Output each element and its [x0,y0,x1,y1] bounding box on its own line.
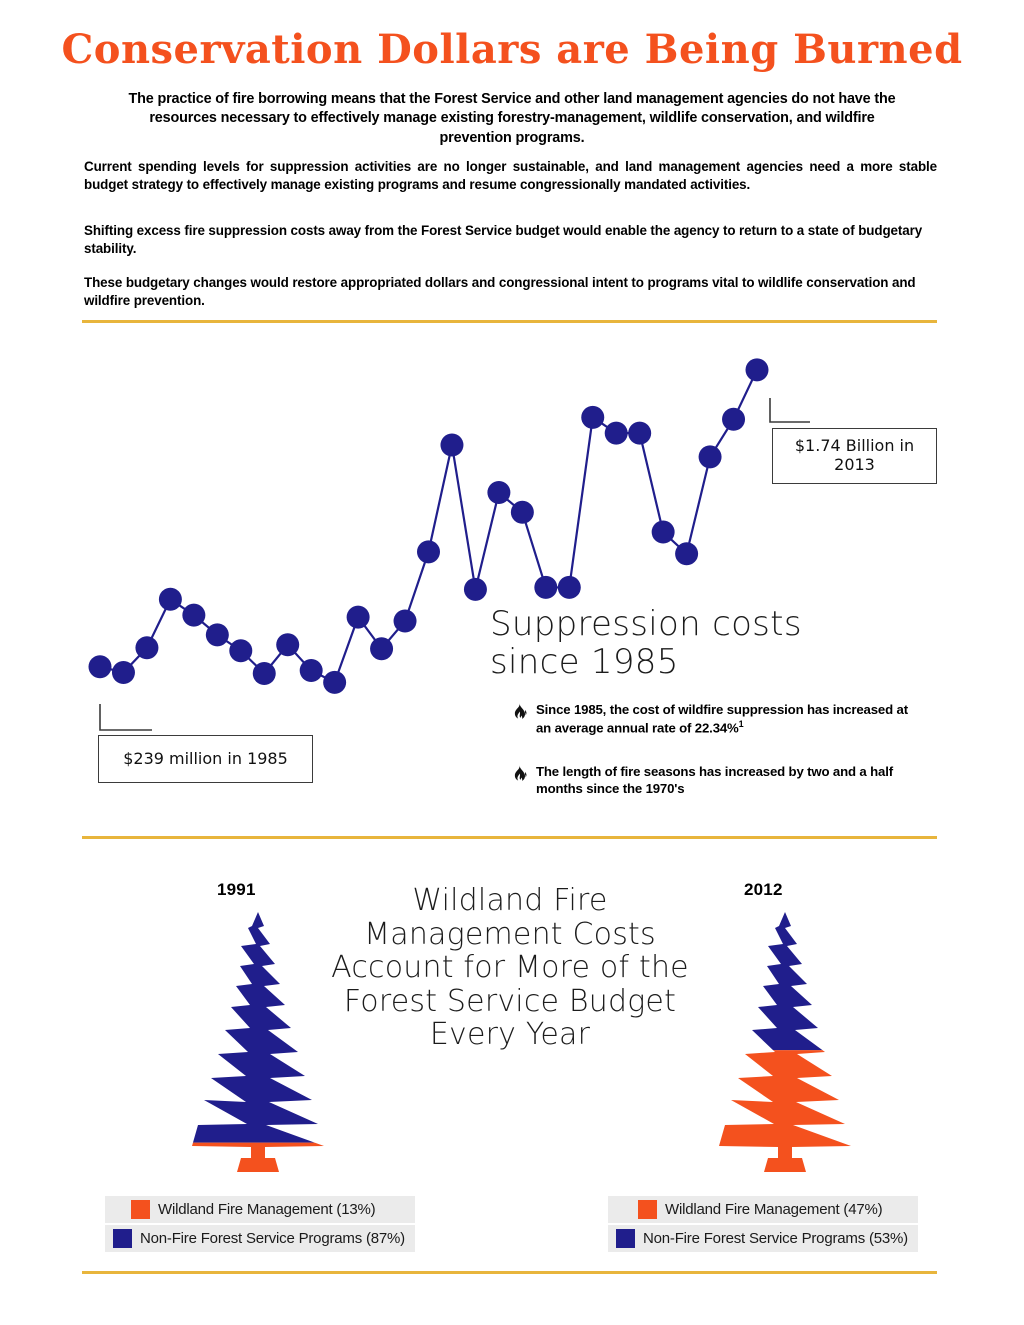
data-point [605,422,628,445]
fact-text-2 [536,764,912,798]
fact-footnote-1: 1 [738,718,744,729]
legend-row [105,1196,415,1223]
data-point [464,578,487,601]
data-point [253,662,276,685]
legend-swatch-orange [131,1200,150,1219]
data-point [276,633,299,656]
tree-graphic-1991 [148,906,368,1178]
tree-nonfire-portion [148,906,368,1143]
legend-row [608,1225,918,1252]
suppression-heading-line-2: since 1985 [490,642,679,683]
data-point [394,610,417,633]
fact-label-2: The length of fire seasons has increased by two and a half months since the 1970's [536,764,893,796]
tree-graphic-2012 [675,906,895,1178]
data-point [652,521,675,544]
suppression-heading [490,605,802,682]
legend-label: Non-Fire Forest Service Programs (53%) [643,1230,908,1247]
data-point [440,434,463,457]
lede-paragraph: The practice of fire borrowing means that the Forest Service and other land management agencies do not have the resources necessary to effectively manage existing forestry-management, wildlife conservation, and wildfire prevention programs. [128,91,896,146]
legend-1991 [105,1196,415,1254]
divider-middle [82,836,937,839]
data-point [558,576,581,599]
divider-bottom [82,1271,937,1274]
data-point [206,623,229,646]
legend-swatch-orange [638,1200,657,1219]
flame-icon [512,765,528,784]
legend-row [608,1196,918,1223]
legend-2012 [608,1196,918,1254]
data-point [511,501,534,524]
data-point [89,655,112,678]
callout-2013-label: $1.74 Billion in 2013 [794,436,915,474]
legend-swatch-blue [113,1229,132,1248]
callout-1985: $239 million in 1985 [98,735,313,783]
fact-item-2 [512,764,912,798]
tree-fire-portion [148,1143,368,1178]
legend-label: Non-Fire Forest Service Programs (87%) [140,1230,405,1247]
data-point [159,588,182,611]
tree-svg [148,906,368,1178]
data-point [675,542,698,565]
year-label-2012: 2012 [744,880,783,899]
data-point [746,358,769,381]
data-point [581,406,604,429]
fact-text-1 [536,702,912,737]
data-point [699,445,722,468]
data-point [487,481,510,504]
data-point [370,637,393,660]
legend-swatch-blue [616,1229,635,1248]
fact-item-1 [512,702,912,737]
data-point [534,576,557,599]
legend-row [105,1225,415,1252]
body-paragraph-2: Shifting excess fire suppression costs away from the Forest Service budget would enable the agency to return to a state of budgetary stability. [84,223,923,256]
suppression-heading-line-1: Suppression costs [490,604,802,644]
data-point [628,422,651,445]
body-paragraph-1: Current spending levels for suppression activities are no longer sustainable, and land management agencies need a more stable budget strategy to effectively manage existing programs and resume congressionally mandated activities. [84,159,937,192]
trees-heading: Wildland Fire Management Costs Account for More of the Forest Service Budget Every Year [331,883,689,1053]
data-point [112,661,135,684]
body-paragraph-3: These budgetary changes would restore appropriated dollars and congressional intent to programs vital to wildlife conservation and wildfire prevention. [84,275,916,308]
year-label-1991: 1991 [217,880,256,899]
data-point [182,604,205,627]
legend-label: Wildland Fire Management (13%) [158,1201,376,1218]
tree-fire-portion [675,1050,895,1178]
data-point [300,659,323,682]
tree-svg [675,906,895,1178]
data-point [135,636,158,659]
data-point [722,408,745,431]
data-point [347,606,370,629]
data-point [229,639,252,662]
tree-nonfire-portion [675,906,895,1050]
data-point [323,671,346,694]
legend-label: Wildland Fire Management (47%) [665,1201,883,1218]
flame-icon [512,703,528,722]
fact-label-1: Since 1985, the cost of wildfire suppression has increased at an average annual rate of 22.34% [536,702,908,736]
data-point [417,540,440,563]
divider-top [82,320,937,323]
callout-2013 [772,428,937,484]
page-title: Conservation Dollars are Being Burned [61,26,963,73]
